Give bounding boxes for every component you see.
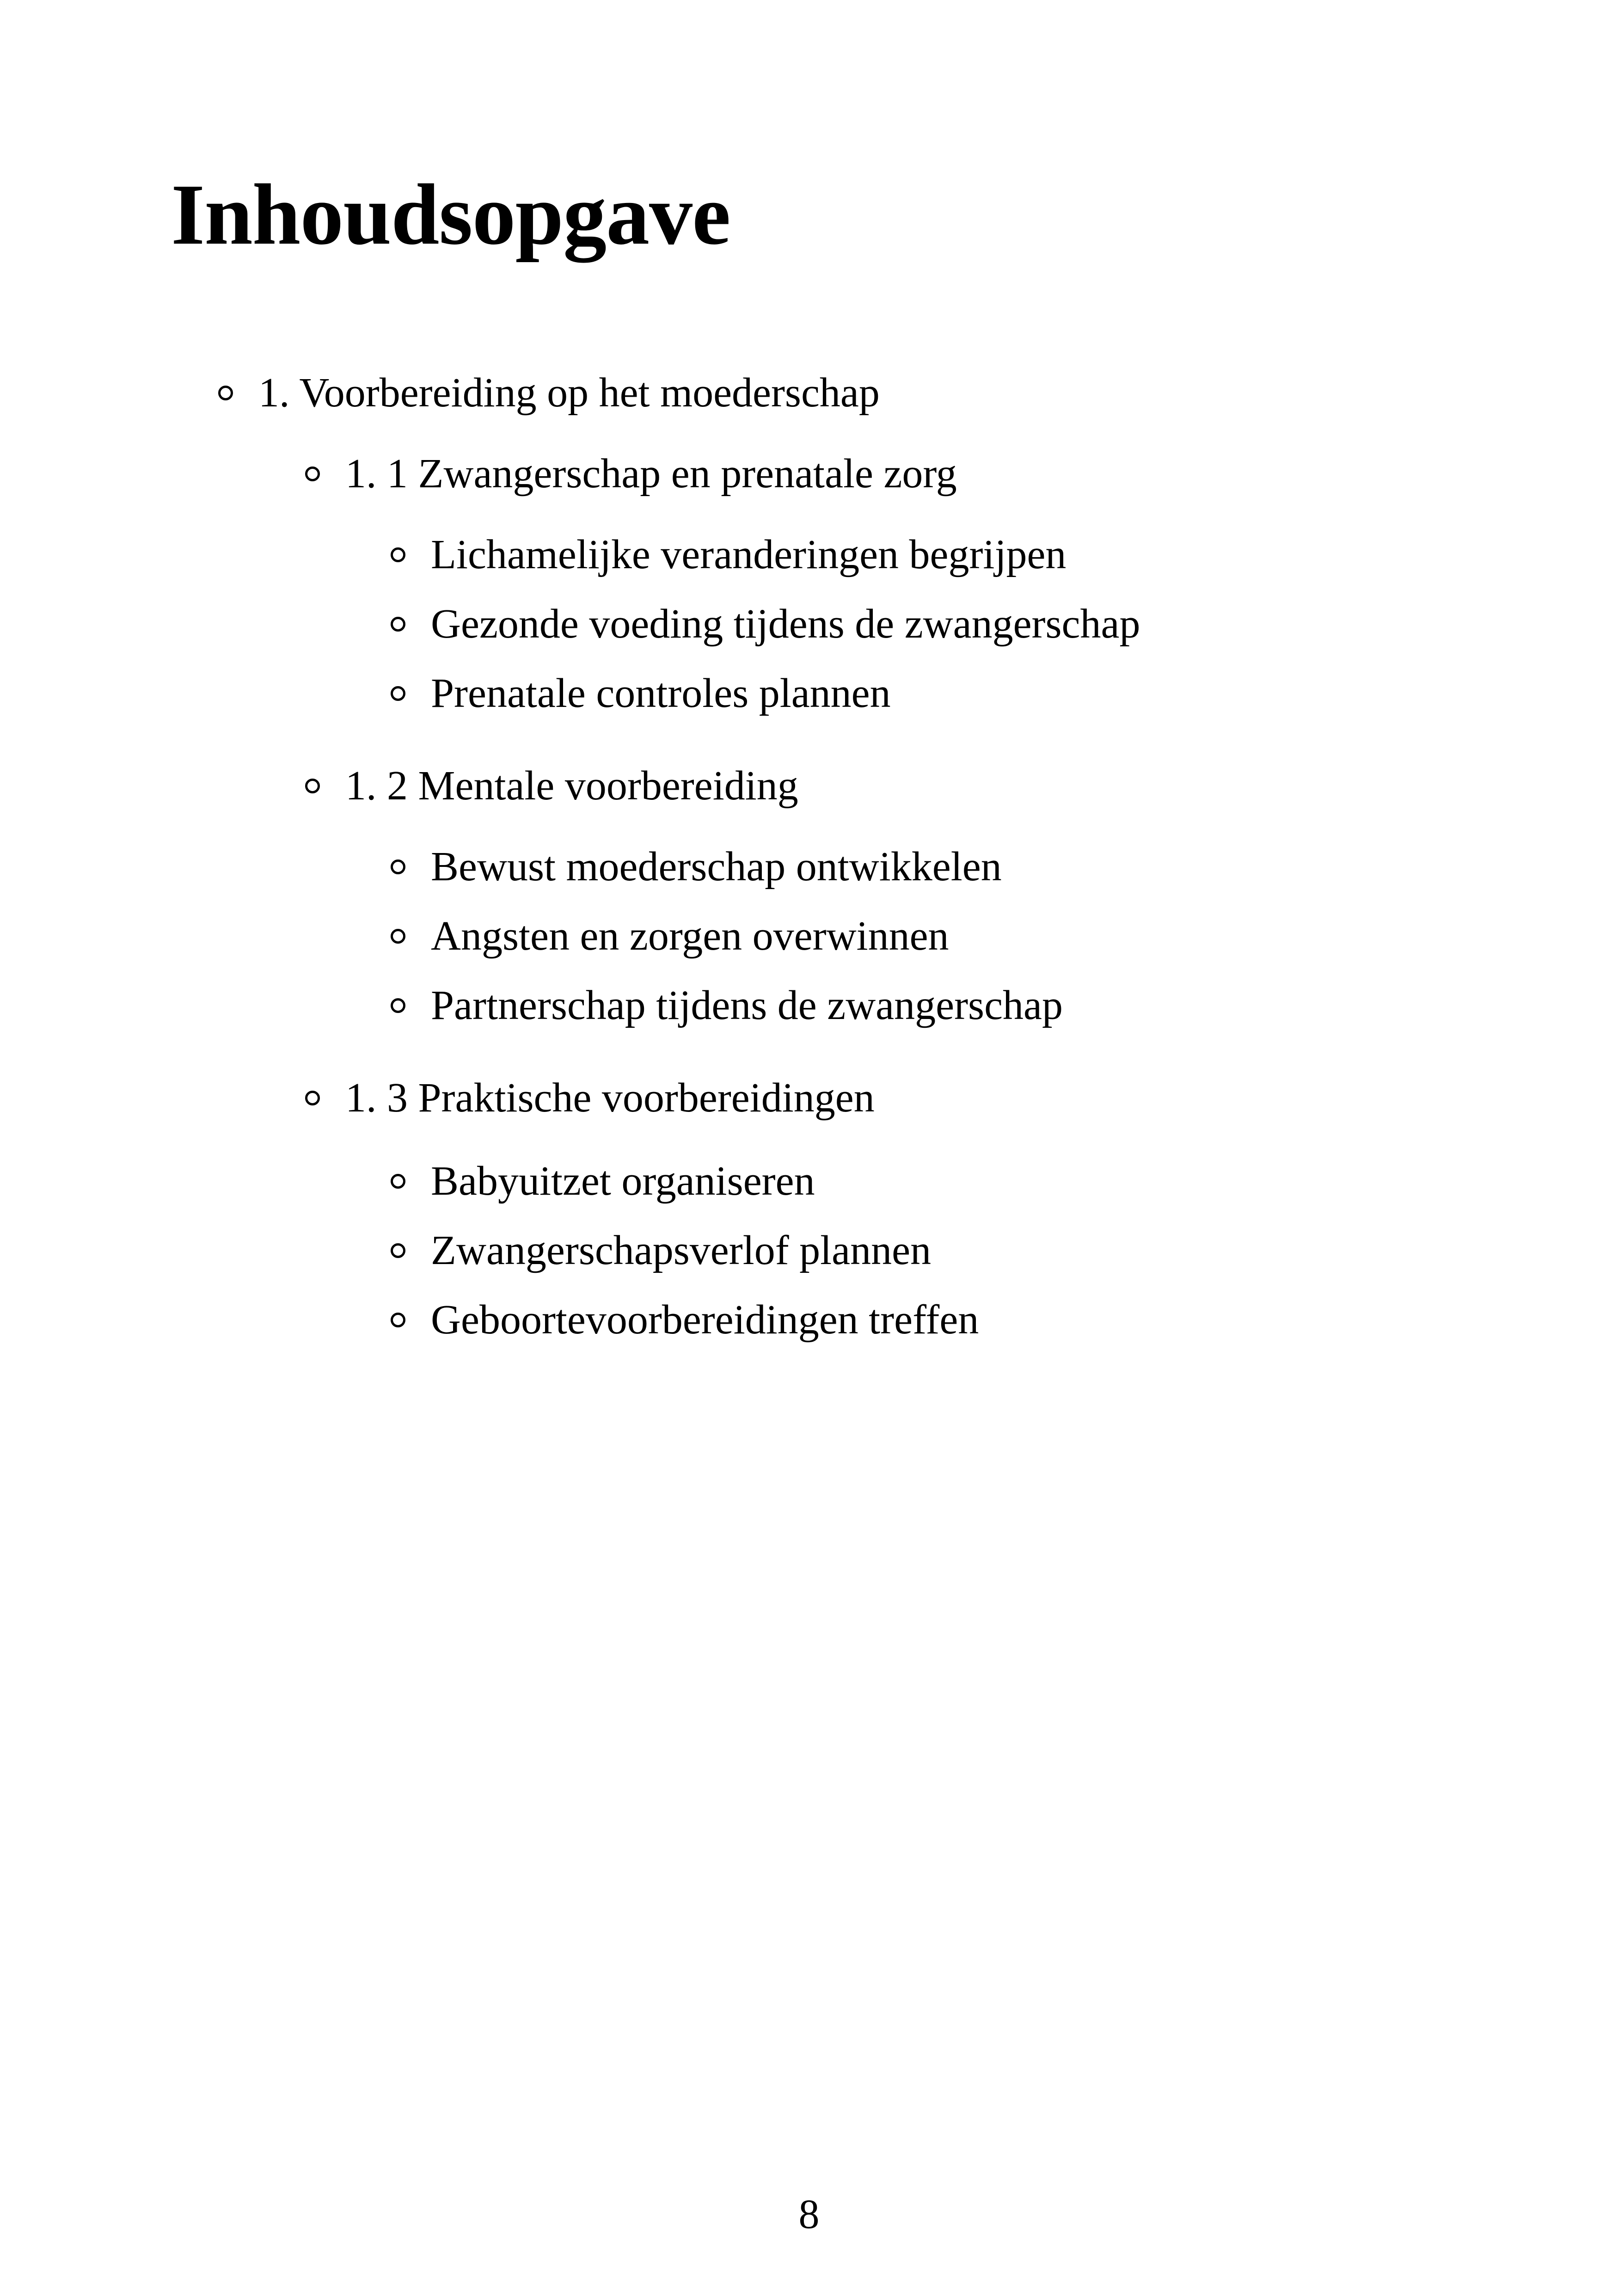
toc-item-label: Geboortevoorbereidingen treffen	[431, 1297, 979, 1343]
circle-bullet-icon	[391, 1243, 405, 1258]
toc-section-1-2[interactable]	[305, 765, 798, 807]
toc-item[interactable]	[391, 846, 1002, 888]
toc-section-label: 1. 3 Praktische voorbereidingen	[345, 1075, 875, 1121]
toc-item[interactable]	[391, 915, 949, 957]
toc-item-label: Partnerschap tijdens de zwangerschap	[431, 982, 1063, 1028]
toc-item-label: Zwangerschapsverlof plannen	[431, 1228, 932, 1273]
circle-bullet-icon	[305, 1091, 320, 1105]
toc-item[interactable]	[391, 603, 1140, 645]
circle-bullet-icon	[391, 547, 405, 562]
circle-bullet-icon	[305, 467, 320, 481]
circle-bullet-icon	[391, 617, 405, 632]
toc-item[interactable]	[391, 1230, 931, 1271]
toc-chapter-1[interactable]	[218, 372, 880, 414]
page-number: 8	[798, 2192, 820, 2237]
circle-bullet-icon	[391, 1313, 405, 1327]
circle-bullet-icon	[391, 1174, 405, 1189]
circle-bullet-icon	[391, 998, 405, 1013]
toc-item-label: Lichamelijke veranderingen begrijpen	[431, 532, 1066, 577]
toc-section-1-1[interactable]	[305, 453, 957, 495]
circle-bullet-icon	[305, 779, 320, 793]
toc-item[interactable]	[391, 670, 891, 716]
toc-section-1-3[interactable]	[305, 1077, 875, 1119]
circle-bullet-icon	[391, 686, 405, 701]
toc-item[interactable]	[391, 1299, 979, 1341]
toc-item-label: Prenatale controles plannen	[431, 670, 891, 716]
toc-item-label: Babyuitzet organiseren	[431, 1158, 815, 1204]
toc-item[interactable]	[391, 534, 1066, 576]
page-title: Inhoudsopgave	[171, 166, 730, 263]
toc-chapter-label: 1. Voorbereiding op het moederschap	[258, 370, 880, 416]
toc-section-label: 1. 1 Zwangerschap en prenatale zorg	[345, 451, 957, 497]
circle-bullet-icon	[391, 859, 405, 874]
toc-item-label: Bewust moederschap ontwikkelen	[431, 844, 1002, 890]
toc-item-label: Angsten en zorgen overwinnen	[431, 913, 949, 959]
toc-item-label: Gezonde voeding tijdens de zwangerschap	[431, 601, 1140, 647]
circle-bullet-icon	[218, 386, 233, 400]
circle-bullet-icon	[391, 929, 405, 944]
toc-item[interactable]	[391, 982, 1063, 1028]
toc-section-label: 1. 2 Mentale voorbereiding	[345, 763, 798, 809]
toc-item[interactable]	[391, 1160, 815, 1202]
